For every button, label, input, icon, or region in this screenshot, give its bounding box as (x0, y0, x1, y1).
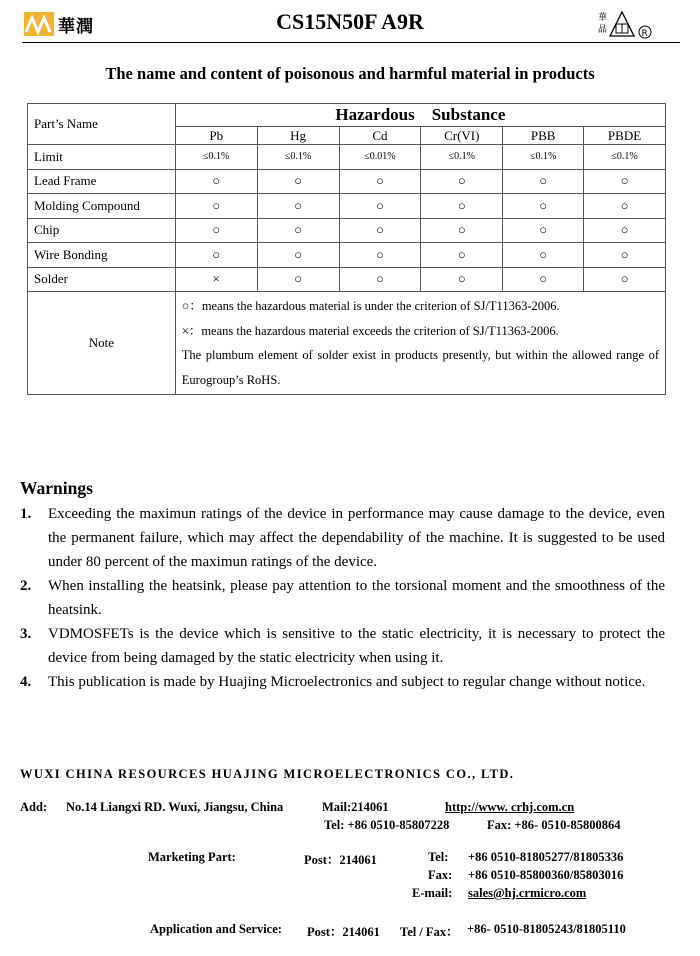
seal-mark: R (641, 29, 648, 39)
compliance-mark: ○ (339, 243, 421, 268)
hazardous-substance-table (27, 103, 666, 395)
compliance-mark: ○ (257, 169, 339, 194)
compliance-mark: ○ (175, 218, 257, 243)
compliance-mark: ○ (421, 267, 503, 292)
warning-item (20, 622, 665, 670)
marketing-label: Marketing Part: (148, 850, 236, 864)
service-telfax: +86- 0510-81805243/81805110 (467, 922, 626, 936)
part-name: Molding Compound (28, 194, 176, 219)
marketing-post: Post：214061 (304, 853, 377, 867)
compliance-mark: ○ (421, 169, 503, 194)
table-row (28, 218, 666, 243)
note-line: ×：means the hazardous material exceeds the criterion of SJ/T11363-2006. (181, 323, 559, 338)
address-label: Add: (20, 800, 48, 814)
limit-value: ≤0.1% (257, 145, 339, 170)
note-label: Note (28, 292, 176, 395)
warning-item (20, 670, 665, 694)
compliance-mark: ○ (584, 243, 666, 268)
warning-text: VDMOSFETs is the device which is sensitive to the static electricity, it is necessary to protect the device from being damaged by the static electricity when using it. (48, 626, 665, 666)
compliance-mark: ○ (339, 169, 421, 194)
mail-code: Mail:214061 (322, 800, 389, 814)
compliance-mark: ○ (503, 169, 584, 194)
marketing-fax: +86 0510-85800360/85803016 (468, 868, 624, 882)
compliance-mark: ○ (339, 194, 421, 219)
compliance-mark: ○ (584, 194, 666, 219)
marketing-tel-label: Tel: (428, 850, 449, 864)
page-heading: The name and content of poisonous and harmful material in products (105, 64, 595, 83)
tel: Tel: +86 0510-85807228 (324, 818, 450, 832)
compliance-mark: ○ (175, 243, 257, 268)
compliance-mark: ○ (503, 267, 584, 292)
email-label: E-mail: (412, 886, 453, 900)
service-telfax-label: Tel / Fax： (400, 925, 459, 939)
logo-brand-text: 華潤 (58, 16, 94, 37)
substance-header: Pb (175, 127, 257, 145)
substance-header: Hg (257, 127, 339, 145)
table-row (28, 267, 666, 292)
header-parts-name: Part’s Name (28, 104, 176, 145)
compliance-mark: ○ (421, 218, 503, 243)
table-row (28, 243, 666, 268)
compliance-mark: ○ (421, 243, 503, 268)
compliance-mark: ○ (584, 169, 666, 194)
compliance-mark: ○ (584, 218, 666, 243)
warning-number: 4. (20, 674, 32, 690)
document-title: CS15N50F A9R (276, 9, 424, 34)
substance-header: PBDE (584, 127, 666, 145)
compliance-mark: ○ (503, 243, 584, 268)
compliance-mark: ○ (339, 218, 421, 243)
limit-value: ≤0.1% (175, 145, 257, 170)
part-name: Lead Frame (28, 169, 176, 194)
part-name: Wire Bonding (28, 243, 176, 268)
warnings-title: Warnings (20, 478, 93, 498)
compliance-mark: ○ (175, 169, 257, 194)
compliance-mark: ○ (257, 194, 339, 219)
limit-value: ≤0.1% (584, 145, 666, 170)
address: No.14 Liangxi RD. Wuxi, Jiangsu, China (66, 800, 284, 814)
part-name: Chip (28, 218, 176, 243)
warning-item (20, 574, 665, 622)
marketing-tel: +86 0510-81805277/81805336 (468, 850, 624, 864)
compliance-mark: ○ (584, 267, 666, 292)
note-line: The plumbum element of solder exist in products presently, but within the allowed range of Eurogroup’s RoHS. (181, 348, 659, 387)
service-post: Post：214061 (307, 925, 380, 939)
warning-number: 3. (20, 626, 32, 642)
warning-text: When installing the heatsink, please pay attention to the torsional moment and the smoothness of the heatsink. (48, 578, 665, 618)
compliance-mark: ○ (421, 194, 503, 219)
website-link[interactable]: http://www. crhj.com.cn (445, 800, 575, 814)
substance-header: PBB (503, 127, 584, 145)
note-line: ○：means the hazardous material is under the criterion of SJ/T11363-2006. (181, 299, 560, 313)
company-name: WUXI CHINA RESOURCES HUAJING MICROELECTRONICS CO., LTD. (20, 767, 515, 781)
limit-value: ≤0.1% (421, 145, 503, 170)
svg-text:晶: 晶 (598, 25, 608, 35)
marketing-fax-label: Fax: (428, 868, 453, 882)
limit-label: Limit (28, 145, 176, 170)
compliance-mark: ○ (503, 194, 584, 219)
seal-icon (596, 8, 656, 40)
svg-text:華: 華 (598, 13, 608, 23)
warning-number: 1. (20, 506, 32, 522)
service-label: Application and Service: (150, 922, 282, 936)
substance-header: Cd (339, 127, 421, 145)
limit-value: ≤0.01% (339, 145, 421, 170)
header-hazardous-substance: Hazardous Substance (175, 104, 665, 127)
table-row (28, 169, 666, 194)
compliance-mark: × (175, 267, 257, 292)
compliance-mark: ○ (503, 218, 584, 243)
part-name: Solder (28, 267, 176, 292)
limit-value: ≤0.1% (503, 145, 584, 170)
header-divider (22, 42, 680, 43)
compliance-mark: ○ (257, 218, 339, 243)
table-row (28, 194, 666, 219)
compliance-mark: ○ (257, 267, 339, 292)
substance-header: Cr(VI) (421, 127, 503, 145)
email-link[interactable]: sales@hj.crmicro.com (468, 886, 587, 900)
warning-item (20, 502, 665, 574)
compliance-mark: ○ (175, 194, 257, 219)
warning-text: Exceeding the maximun ratings of the device in performance may cause damage to the device, even the permanent failure, which may affect the dependability of the machine. It is suggested to be used under 80 percent of the maximun ratings of the device. (48, 506, 665, 570)
note-content (175, 292, 665, 395)
warning-number: 2. (20, 578, 32, 594)
compliance-mark: ○ (339, 267, 421, 292)
warning-text: This publication is made by Huajing Microelectronics and subject to regular change without notice. (48, 674, 646, 690)
fax: Fax: +86- 0510-85800864 (487, 818, 621, 832)
compliance-mark: ○ (257, 243, 339, 268)
